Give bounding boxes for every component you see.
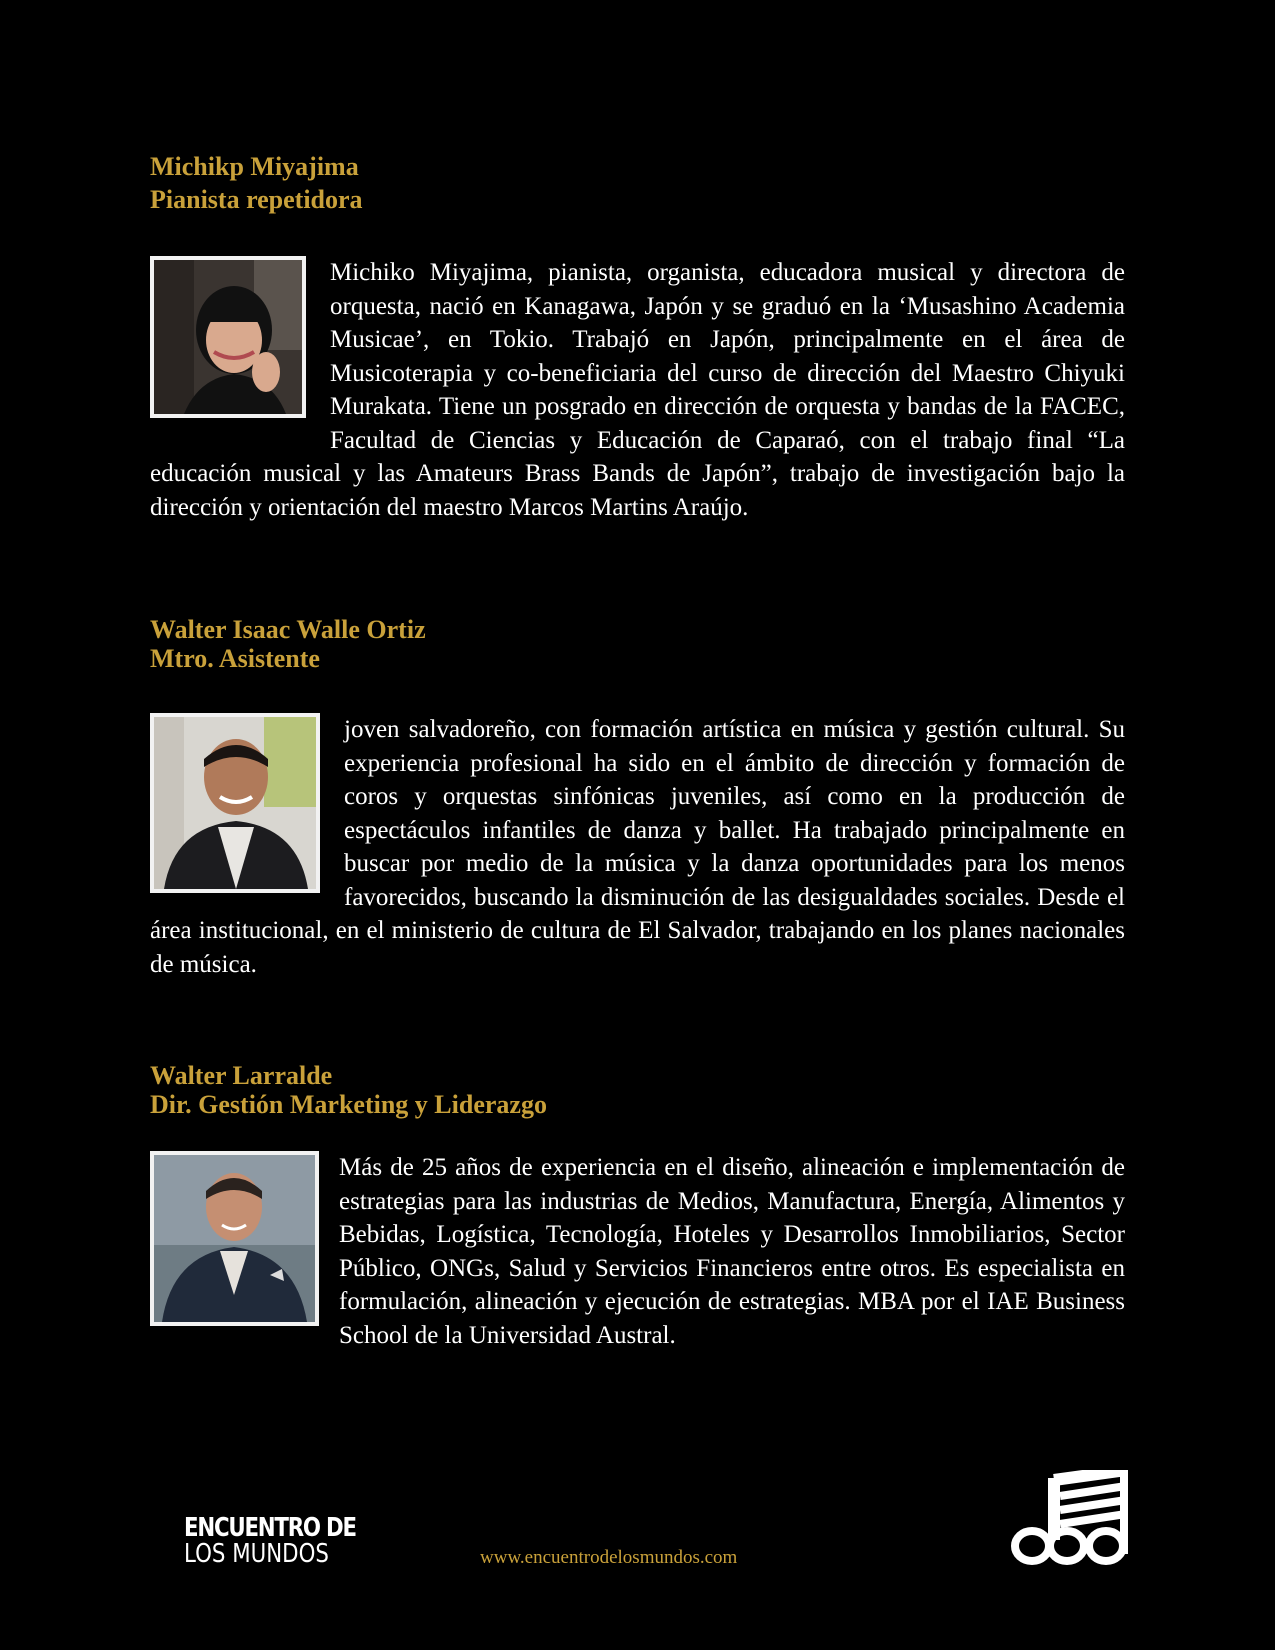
profile-role: Mtro. Asistente: [150, 644, 320, 673]
profile-photo-walter-walle: [150, 713, 320, 893]
website-link[interactable]: www.encuentrodelosmundos.com: [480, 1547, 738, 1568]
profile-bio: Más de 25 años de experiencia en el diseño, alineación e implementación de estrategias para las industrias de Medios, Manufactura, Energía, Alimentos y Bebidas, Logística, Tecnología, Hoteles y Desarrollos Inmobiliarios, Sector Público, ONGs, Salud y Servicios Financieros entre otros. Es especialista en formulación, alineación y ejecución de estrategias. MBA por el IAE Business School de la Universidad Austral.: [339, 1154, 1125, 1349]
profile-photo-michiko: [150, 256, 306, 418]
music-note-logo-icon: [1010, 1470, 1128, 1571]
profile-name: Walter Larralde: [150, 1061, 333, 1090]
encuentro-de-los-mundos-logo: [184, 1515, 394, 1567]
profile-walter-larralde: [150, 1061, 1125, 1352]
profile-name: Michikp Miyajima: [150, 152, 359, 181]
logo-line-2: LOS MUNDOS: [184, 1539, 329, 1569]
profile-michiko: [150, 150, 1125, 524]
profile-name: Walter Isaac Walle Ortiz: [150, 615, 426, 644]
profile-role: Dir. Gestión Marketing y Liderazgo: [150, 1090, 547, 1119]
profile-photo-walter-larralde: [150, 1151, 319, 1326]
profile-walter-walle: [150, 615, 1125, 981]
profile-bio: Michiko Miyajima, pianista, organista, educadora musical y directora de orquesta, nació en Kanagawa, Japón y se graduó en la ‘Musashino Academia Musicae’, en Tokio. Trabajó en Japón, principalmente en el área de Musicoterapia y co-beneficiaria del curso de dirección del Maestro Chiyuki Murakata. Tiene un posgrado en dirección de orquesta y bandas de la FACEC, Facultad de Ciencias y Educación de Caparaó, con el trabajo final “La educación musical y las Amateurs Brass Bands de Japón”, trabajo de investigación bajo la dirección y orientación del maestro Marcos Martins Araújo.: [150, 259, 1125, 521]
profile-bio: joven salvadoreño, con formación artística en música y gestión cultural. Su experiencia profesional ha sido en el ámbito de dirección y formación de coros y orquestas sinfónicas juveniles, así como en la producción de espectáculos infantiles de danza y ballet. Ha trabajado principalmente en buscar por medio de la música y la danza oportunidades para los menos favorecidos, buscando la disminución de las desigualdades sociales. Desde el área institucional, en el ministerio de cultura de El Salvador, trabajando en los planes nacionales de música.: [150, 716, 1125, 978]
logo-line-1: ENCUENTRO DE: [184, 1513, 356, 1543]
profile-role: Pianista repetidora: [150, 185, 363, 214]
